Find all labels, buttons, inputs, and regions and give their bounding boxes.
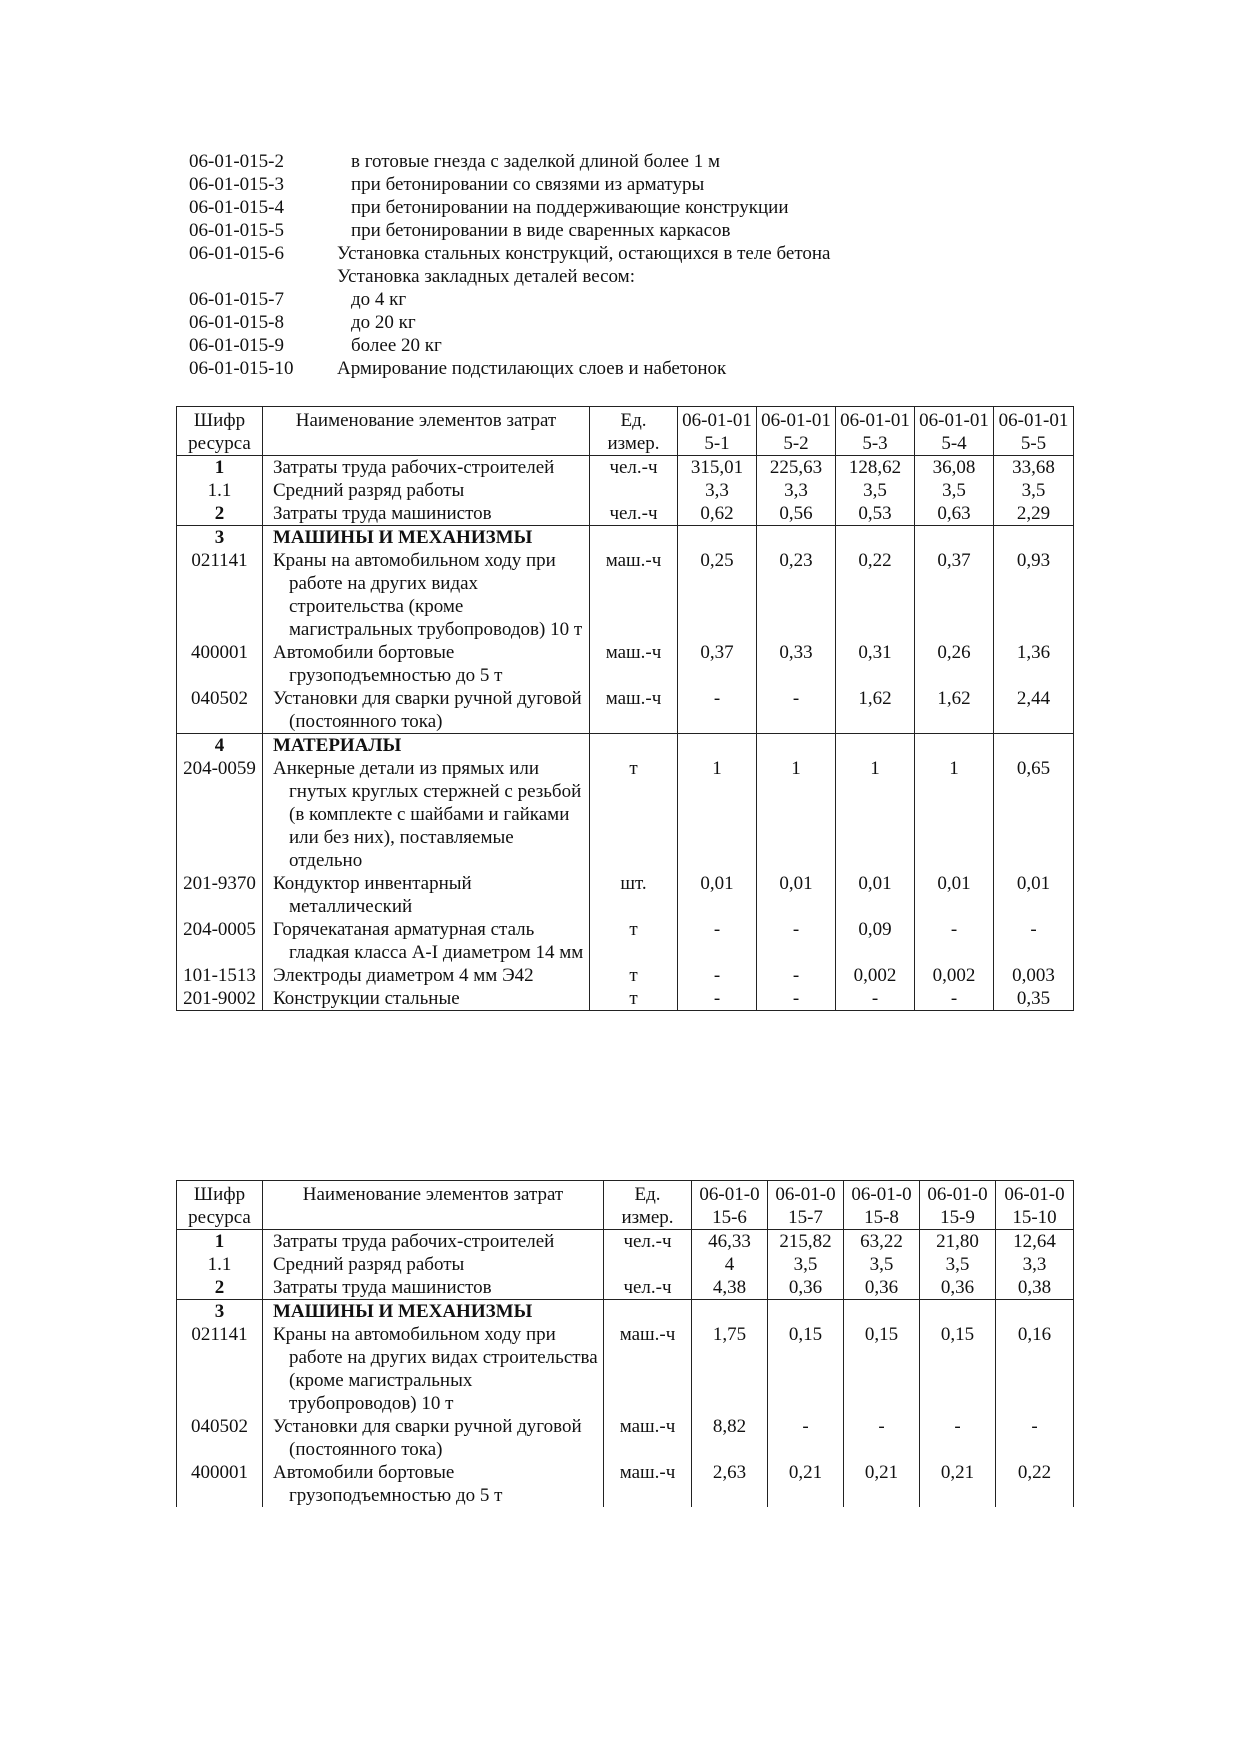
value-cell: 0,22 [836,549,915,641]
cost-element-text: Автомобили бортовые грузоподъемностью до 5 т [273,1462,503,1506]
intro-code: 06-01-015-10 [189,358,294,379]
value-cell: 1,36 [994,641,1074,687]
value-cell: - [678,687,757,734]
resource-code: 3 [177,526,263,550]
table-row [177,502,1074,526]
header-unit: Ед. измер. [604,1181,692,1230]
unit-cell: маш.-ч [604,1461,692,1507]
cost-element-name [263,526,590,550]
resource-table-2 [176,1180,1074,1507]
cost-element-name [263,1300,604,1324]
intro-text: при бетонировании на поддерживающие конструкции [351,197,789,218]
cost-element-name [263,1323,604,1415]
header-col: 06-01-015-8 [844,1181,920,1230]
cost-element-text: Автомобили бортовые грузоподъемностью до 5 т [273,642,503,686]
value-cell: 0,56 [757,502,836,526]
value-cell: 0,53 [836,502,915,526]
intro-code: 06-01-015-8 [189,312,284,333]
value-cell: 3,5 [994,479,1074,502]
resource-code: 2 [177,502,263,526]
value-cell: 3,3 [678,479,757,502]
value-cell: 1 [678,757,757,872]
value-cell: 0,01 [678,872,757,918]
value-cell: 3,5 [768,1253,844,1276]
unit-cell: шт. [590,872,678,918]
header-col: 06-01-015-5 [994,407,1074,456]
value-cell: 0,15 [768,1323,844,1415]
intro-text: до 4 кг [351,289,407,310]
value-cell: 0,003 [994,964,1074,987]
cost-element-name [263,1461,604,1507]
value-cell: 0,65 [994,757,1074,872]
value-cell: - [757,964,836,987]
value-cell: - [996,1415,1074,1461]
intro-line [189,219,1089,242]
intro-line [189,196,1089,219]
resource-code: 040502 [177,687,263,734]
cost-element-text: Средний разряд работы [273,480,465,501]
table-row [177,918,1074,964]
unit-cell: маш.-ч [604,1323,692,1415]
cost-element-name [263,687,590,734]
header-name: Наименование элементов затрат [263,1181,604,1230]
resource-code: 1.1 [177,479,263,502]
cost-element-text: МАШИНЫ И МЕХАНИЗМЫ [273,527,533,548]
cost-element-text: Конструкции стальные [273,988,460,1009]
intro-text: более 20 кг [351,335,442,356]
intro-text: до 20 кг [351,312,416,333]
resource-code: 204-0005 [177,918,263,964]
table-row [177,479,1074,502]
value-cell: 0,16 [996,1323,1074,1415]
header-col: 06-01-015-7 [768,1181,844,1230]
value-cell: 0,002 [836,964,915,987]
intro-code: 06-01-015-3 [189,174,284,195]
value-cell: 2,29 [994,502,1074,526]
cost-element-name [263,502,590,526]
value-cell: 12,64 [996,1230,1074,1254]
value-cell: - [757,987,836,1011]
cost-element-name [263,641,590,687]
intro-text: Установка закладных деталей весом: [337,266,635,287]
value-cell: 1,62 [915,687,994,734]
resource-code: 204-0059 [177,757,263,872]
value-cell: - [768,1415,844,1461]
value-cell: 0,31 [836,641,915,687]
header-row [177,1181,1074,1230]
intro-line [189,334,1089,357]
value-cell: 2,44 [994,687,1074,734]
value-cell: 4,38 [692,1276,768,1300]
cost-element-name [263,1415,604,1461]
intro-code: 06-01-015-5 [189,220,284,241]
value-cell: 0,62 [678,502,757,526]
value-cell: 21,80 [920,1230,996,1254]
header-code: Шифр ресурса [177,407,263,456]
cost-element-text: Средний разряд работы [273,1254,465,1275]
unit-cell [590,526,678,550]
value-cell: - [994,918,1074,964]
table-row [177,1323,1074,1415]
cost-element-name [263,479,590,502]
value-cell: 0,22 [996,1461,1074,1507]
value-cell: 0,25 [678,549,757,641]
unit-cell: маш.-ч [604,1415,692,1461]
value-cell [915,526,994,550]
value-cell: 0,35 [994,987,1074,1011]
value-cell: 36,08 [915,456,994,480]
intro-list [189,150,1089,380]
cost-element-name [263,872,590,918]
resource-table-1 [176,406,1074,1011]
unit-cell: чел.-ч [590,502,678,526]
cost-element-text: Краны на автомобильном ходу при работе на других видах строительства (кроме магистральных трубопроводов) 10 т [273,550,583,640]
value-cell [757,734,836,758]
value-cell: 128,62 [836,456,915,480]
value-cell: 8,82 [692,1415,768,1461]
value-cell: 3,3 [996,1253,1074,1276]
intro-line [189,150,1089,173]
resource-code: 400001 [177,641,263,687]
cost-element-text: МАШИНЫ И МЕХАНИЗМЫ [273,1301,533,1322]
intro-text: при бетонировании со связями из арматуры [351,174,705,195]
value-cell [757,526,836,550]
value-cell [692,1300,768,1324]
value-cell: 33,68 [994,456,1074,480]
unit-cell: т [590,987,678,1011]
value-cell: 3,5 [920,1253,996,1276]
intro-code: 06-01-015-2 [189,151,284,172]
header-code: Шифр ресурса [177,1181,263,1230]
intro-text: Армирование подстилающих слоев и набетонок [337,358,727,379]
table-row [177,987,1074,1011]
cost-element-text: Установки для сварки ручной дуговой (постоянного тока) [273,1416,582,1460]
table-row [177,549,1074,641]
value-cell: 315,01 [678,456,757,480]
value-cell: 0,37 [678,641,757,687]
header-col: 06-01-015-6 [692,1181,768,1230]
unit-cell: маш.-ч [590,687,678,734]
unit-cell [590,479,678,502]
value-cell [920,1300,996,1324]
intro-line [189,265,1089,288]
value-cell: - [844,1415,920,1461]
intro-line [189,242,1089,265]
table-row [177,1276,1074,1300]
header-name: Наименование элементов затрат [263,407,590,456]
table-row [177,872,1074,918]
unit-cell: т [590,757,678,872]
table-body [177,407,1074,1011]
value-cell: 0,15 [920,1323,996,1415]
unit-cell: маш.-ч [590,641,678,687]
table-row [177,1253,1074,1276]
intro-line [189,173,1089,196]
value-cell: 0,01 [994,872,1074,918]
cost-element-name [263,456,590,480]
value-cell: 1,75 [692,1323,768,1415]
table-row [177,526,1074,550]
header-col: 06-01-015-10 [996,1181,1074,1230]
value-cell: 1,62 [836,687,915,734]
resource-code: 400001 [177,1461,263,1507]
value-cell: - [757,687,836,734]
table-row [177,964,1074,987]
value-cell: 4 [692,1253,768,1276]
header-col: 06-01-015-9 [920,1181,996,1230]
resource-code: 1 [177,456,263,480]
value-cell [836,734,915,758]
value-cell: - [678,918,757,964]
resource-code: 021141 [177,1323,263,1415]
value-cell [768,1300,844,1324]
value-cell: 1 [836,757,915,872]
value-cell: 0,93 [994,549,1074,641]
intro-code: 06-01-015-7 [189,289,284,310]
cost-element-name [263,1230,604,1254]
value-cell: 225,63 [757,456,836,480]
unit-cell [604,1253,692,1276]
cost-element-text: Краны на автомобильном ходу при работе на других видах строительства (кроме магистральных трубопроводов) 10 т [273,1324,598,1414]
resource-code: 101-1513 [177,964,263,987]
value-cell: - [920,1415,996,1461]
header-col: 06-01-015-1 [678,407,757,456]
value-cell: 0,38 [996,1276,1074,1300]
value-cell: 0,23 [757,549,836,641]
value-cell: - [915,918,994,964]
header-col: 06-01-015-4 [915,407,994,456]
value-cell [996,1300,1074,1324]
table-body [177,1181,1074,1508]
value-cell [836,526,915,550]
intro-line [189,311,1089,334]
header-col: 06-01-015-3 [836,407,915,456]
value-cell: 0,21 [920,1461,996,1507]
header-row [177,407,1074,456]
table-row [177,757,1074,872]
header-unit: Ед. измер. [590,407,678,456]
value-cell: 3,5 [836,479,915,502]
intro-text: Установка стальных конструкций, остающихся в теле бетона [337,243,831,264]
intro-text: при бетонировании в виде сваренных каркасов [351,220,731,241]
unit-cell: чел.-ч [590,456,678,480]
value-cell: 0,33 [757,641,836,687]
table-row [177,1461,1074,1507]
value-cell: - [678,964,757,987]
value-cell: 63,22 [844,1230,920,1254]
resource-code: 201-9370 [177,872,263,918]
resource-code: 021141 [177,549,263,641]
intro-line [189,357,1089,380]
value-cell: - [915,987,994,1011]
resource-code: 1 [177,1230,263,1254]
cost-element-name [263,549,590,641]
value-cell: - [836,987,915,1011]
value-cell: 0,26 [915,641,994,687]
table-row [177,734,1074,758]
value-cell: - [757,918,836,964]
unit-cell: чел.-ч [604,1230,692,1254]
cost-element-name [263,918,590,964]
cost-element-name [263,734,590,758]
table-row [177,1300,1074,1324]
cost-element-text: Затраты труда рабочих-строителей [273,1231,555,1252]
value-cell: 0,21 [844,1461,920,1507]
cost-element-text: Затраты труда машинистов [273,1277,492,1298]
table-row [177,641,1074,687]
value-cell: 1 [915,757,994,872]
value-cell [844,1300,920,1324]
cost-element-name [263,757,590,872]
value-cell: 46,33 [692,1230,768,1254]
intro-code: 06-01-015-6 [189,243,284,264]
resource-code: 3 [177,1300,263,1324]
unit-cell: т [590,964,678,987]
value-cell [994,734,1074,758]
cost-element-text: Установки для сварки ручной дуговой (постоянного тока) [273,688,582,732]
value-cell: 0,36 [920,1276,996,1300]
value-cell: 0,63 [915,502,994,526]
value-cell [994,526,1074,550]
value-cell: 0,37 [915,549,994,641]
value-cell: 3,3 [757,479,836,502]
value-cell: 2,63 [692,1461,768,1507]
table-row [177,456,1074,480]
value-cell: 0,15 [844,1323,920,1415]
table-row [177,687,1074,734]
cost-element-name [263,987,590,1011]
cost-element-text: Анкерные детали из прямых или гнутых круглых стержней с резьбой (в комплекте с шайбами и гайками или без них), поставляемые отдельно [273,758,582,871]
cost-element-text: Горячекатаная арматурная сталь гладкая класса А-I диаметром 14 мм [273,919,584,963]
cost-element-name [263,1276,604,1300]
header-col: 06-01-015-2 [757,407,836,456]
intro-text: в готовые гнезда с заделкой длиной более 1 м [351,151,720,172]
table-row [177,1230,1074,1254]
value-cell: 1 [757,757,836,872]
intro-code: 06-01-015-9 [189,335,284,356]
cost-element-name [263,964,590,987]
value-cell: 0,01 [757,872,836,918]
unit-cell: т [590,918,678,964]
value-cell: 3,5 [915,479,994,502]
cost-element-text: Затраты труда рабочих-строителей [273,457,555,478]
value-cell: 3,5 [844,1253,920,1276]
resource-code: 2 [177,1276,263,1300]
value-cell [678,734,757,758]
value-cell: 0,36 [844,1276,920,1300]
value-cell: - [678,987,757,1011]
cost-element-name [263,1253,604,1276]
value-cell: 0,002 [915,964,994,987]
unit-cell: чел.-ч [604,1276,692,1300]
cost-element-text: Кондуктор инвентарный металлический [273,873,472,917]
unit-cell [590,734,678,758]
resource-code: 4 [177,734,263,758]
value-cell: 0,21 [768,1461,844,1507]
value-cell: 0,01 [915,872,994,918]
table-row [177,1415,1074,1461]
value-cell: 0,09 [836,918,915,964]
resource-code: 201-9002 [177,987,263,1011]
intro-code: 06-01-015-4 [189,197,284,218]
value-cell: 0,01 [836,872,915,918]
unit-cell: маш.-ч [590,549,678,641]
resource-code: 1.1 [177,1253,263,1276]
cost-element-text: Затраты труда машинистов [273,503,492,524]
intro-line [189,288,1089,311]
value-cell: 0,36 [768,1276,844,1300]
cost-element-text: МАТЕРИАЛЫ [273,735,402,756]
value-cell [678,526,757,550]
unit-cell [604,1300,692,1324]
value-cell: 215,82 [768,1230,844,1254]
resource-code: 040502 [177,1415,263,1461]
cost-element-text: Электроды диаметром 4 мм Э42 [273,965,534,986]
value-cell [915,734,994,758]
